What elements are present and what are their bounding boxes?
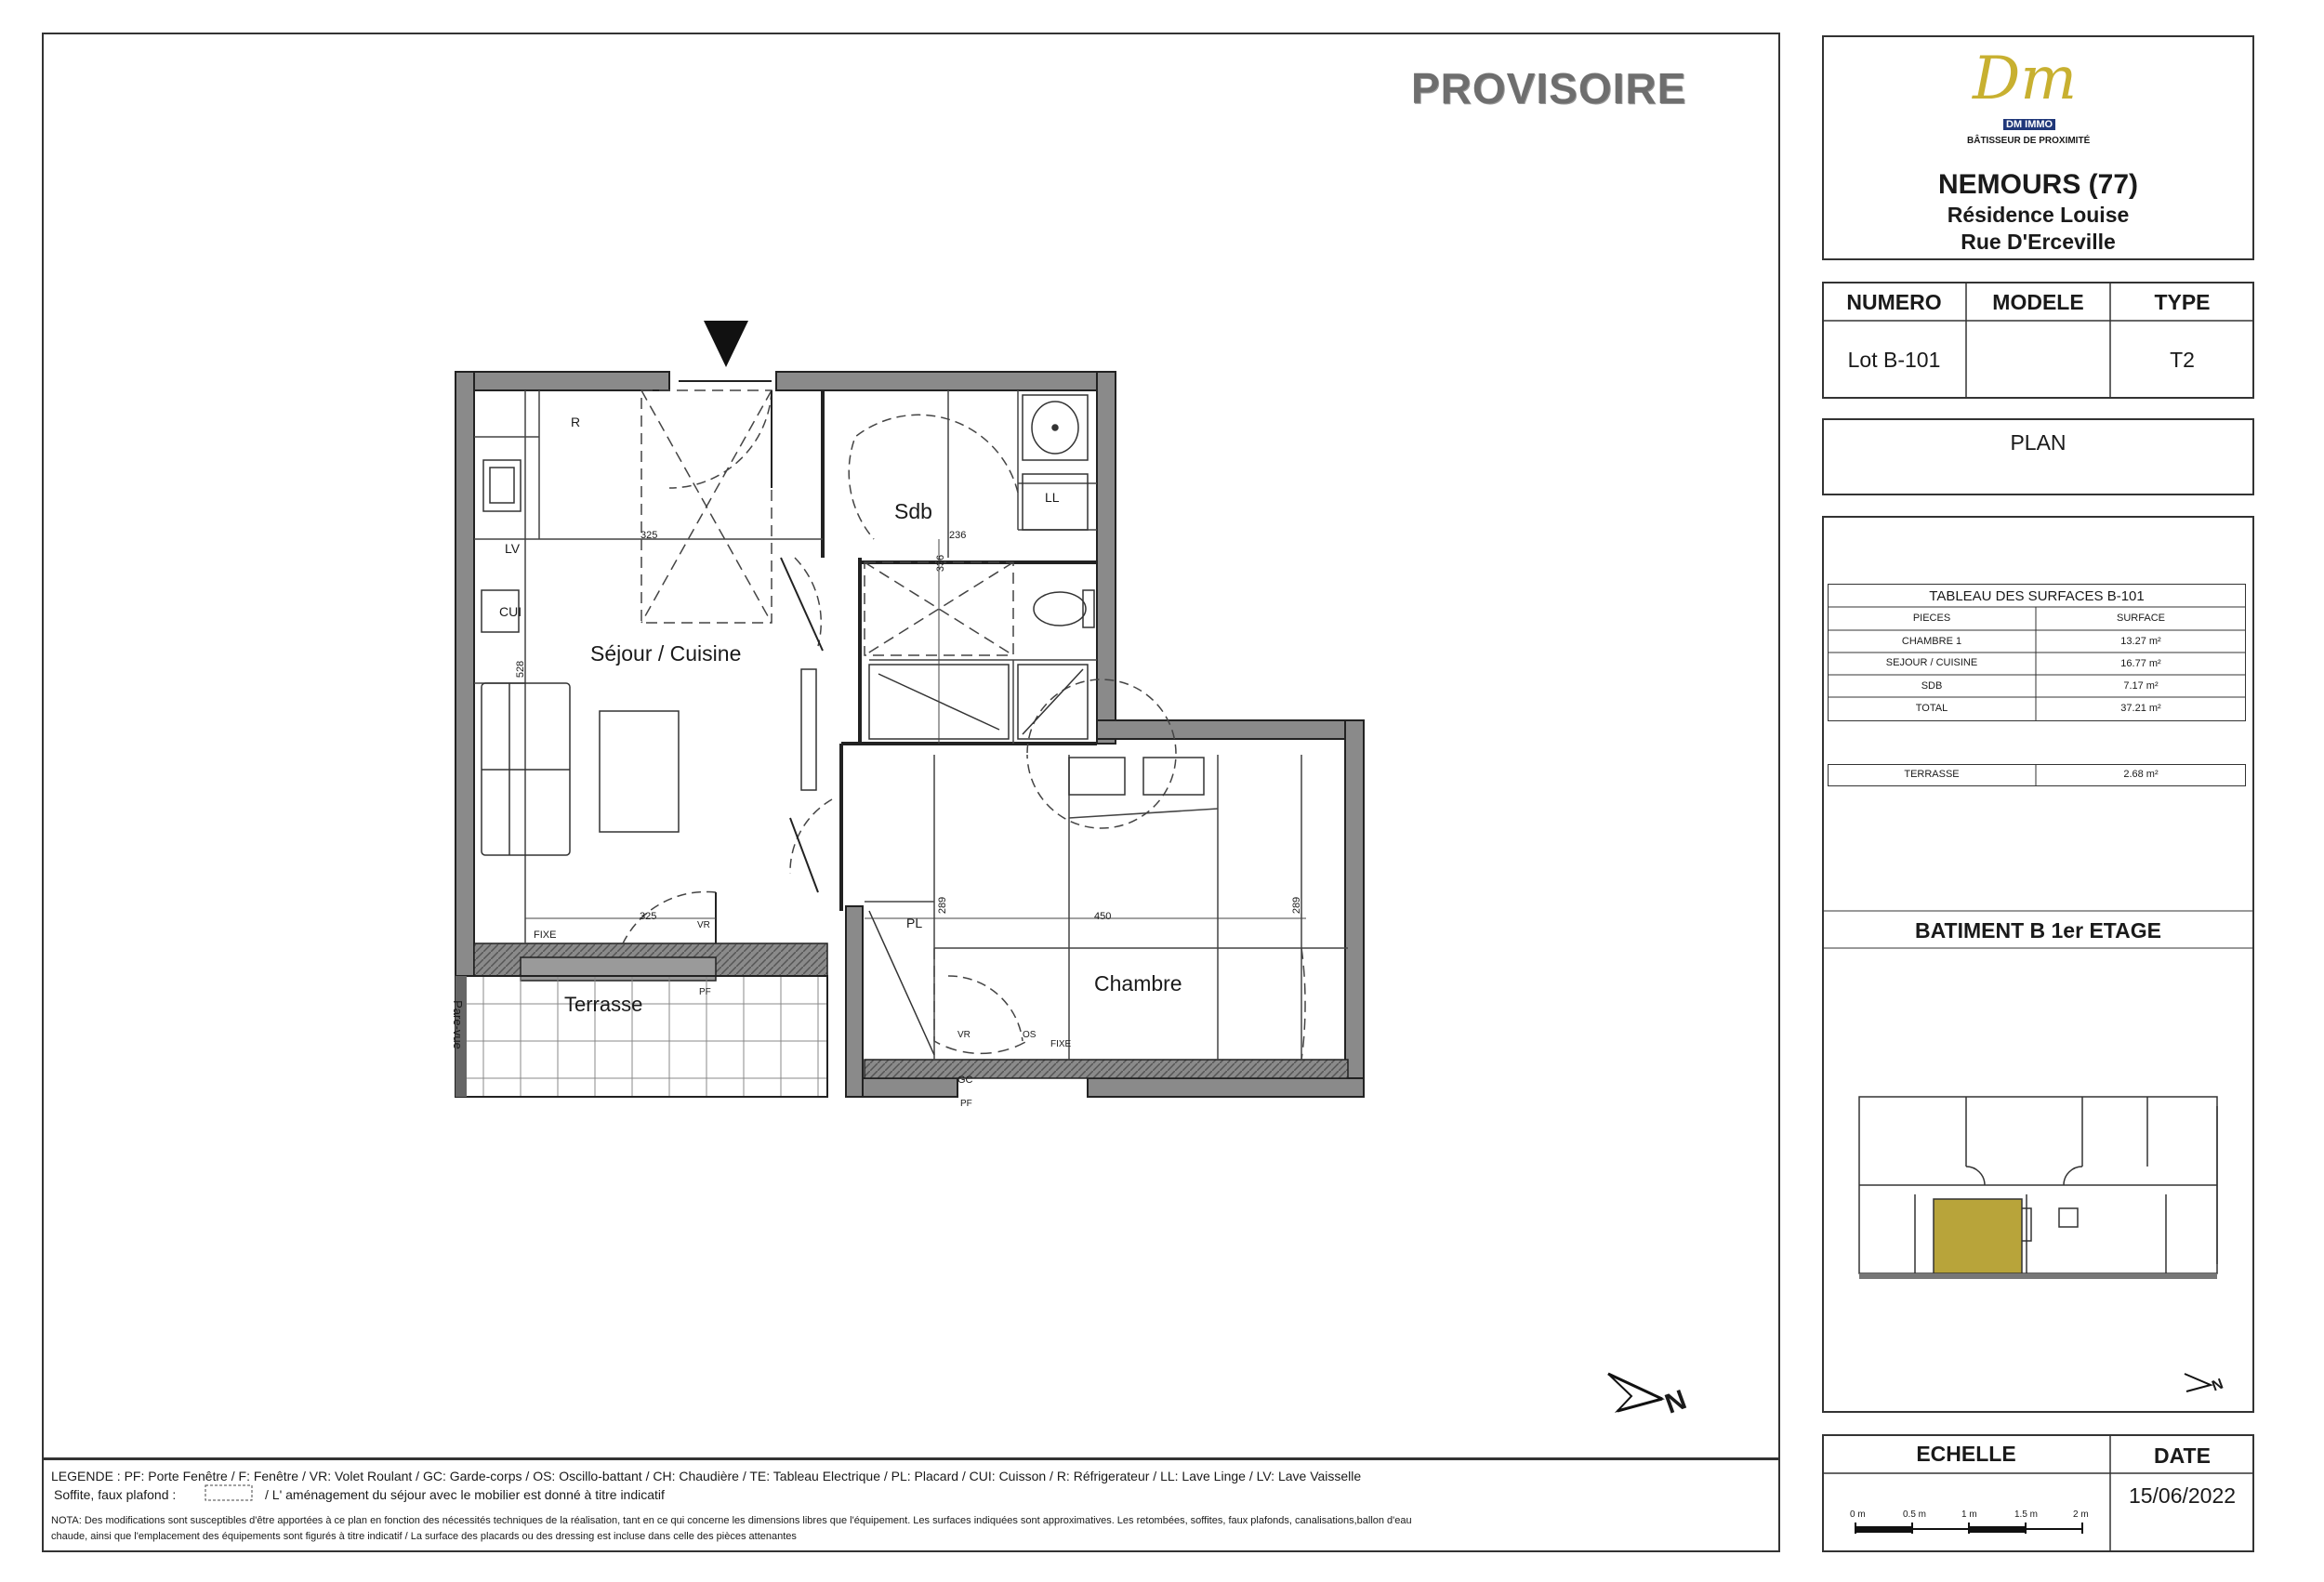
scale-tick-label: 2 m bbox=[2073, 1509, 2089, 1520]
fixture-fixe-bedroom: FIXE bbox=[1050, 1039, 1072, 1049]
info-value-numero: Lot B-101 bbox=[1847, 348, 1941, 372]
fixture-pf-bedroom: PF bbox=[960, 1099, 972, 1109]
provisional-stamp: PROVISOIRE bbox=[1411, 64, 1687, 112]
dimension-289-right: 289 bbox=[1291, 896, 1303, 915]
info-header-numero: NUMERO bbox=[1846, 290, 1942, 314]
legend-frame bbox=[42, 1459, 1780, 1552]
legend-soffit-label: Soffite, faux plafond : bbox=[54, 1487, 177, 1502]
dimension-450: 450 bbox=[1094, 911, 1112, 922]
surfaces-title: TABLEAU DES SURFACES B-101 bbox=[1929, 588, 2145, 604]
logo-letters: Dm bbox=[1973, 45, 2077, 113]
legend-note-2: chaude, ainsi que l'emplacement des équipements sont figurés à titre indicatif / La surface des placards ou des dressing est incluse dans celle des pièces attenantes bbox=[51, 1531, 797, 1542]
dimension-325-bottom: 325 bbox=[640, 911, 657, 922]
dimension-325-top: 325 bbox=[640, 530, 658, 541]
surfaces-col-surface: SURFACE bbox=[2117, 613, 2165, 624]
surfaces-col-rooms: PIECES bbox=[1912, 613, 1951, 624]
fixture-lv: LV bbox=[505, 541, 521, 556]
building-level: BATIMENT B 1er ETAGE bbox=[1915, 918, 2161, 943]
logo-tagline: BÂTISSEUR DE PROXIMITÉ bbox=[1967, 136, 2091, 146]
fixture-pl: PL bbox=[906, 916, 923, 930]
dimension-289-left: 289 bbox=[937, 896, 949, 915]
fixture-os-bedroom: OS bbox=[1023, 1030, 1037, 1040]
north-label: N bbox=[1660, 1384, 1691, 1420]
scale-tick-label: 1 m bbox=[1961, 1509, 1977, 1520]
fixture-r: R bbox=[571, 415, 581, 429]
fixture-ll: LL bbox=[1045, 490, 1060, 505]
legend-note-1: NOTA: Des modifications sont susceptibles d'être apportées à ce plan en fonction des nécessités techniques de la réalisation, tant en ce qui concerne les dimensions libres que l'équipement. Les surfaces indiquées sont approximatives. Les retombées, soffites, faux plafonds, canalisations,ballon d'eau bbox=[51, 1515, 1412, 1526]
surfaces-row-room: SDB bbox=[1921, 680, 1943, 692]
room-label-living: Séjour / Cuisine bbox=[590, 641, 742, 666]
surfaces-row-value: 7.17 m² bbox=[2123, 680, 2159, 692]
terrace-surface-value: 2.68 m² bbox=[2123, 769, 2159, 780]
dimension-236: 236 bbox=[949, 530, 967, 541]
project-residence: Résidence Louise bbox=[1947, 203, 2130, 227]
info-value-type: T2 bbox=[2170, 348, 2195, 372]
surfaces-row-value: 13.27 m² bbox=[2120, 636, 2161, 647]
room-label-bath: Sdb bbox=[894, 499, 932, 523]
scale-label: ECHELLE bbox=[1916, 1442, 2016, 1466]
fixture-pf-living: PF bbox=[699, 987, 711, 997]
project-street: Rue D'Erceville bbox=[1961, 230, 2116, 254]
scale-tick-label: 0.5 m bbox=[1903, 1509, 1927, 1520]
scale-tick-label: 1.5 m bbox=[2014, 1509, 2039, 1520]
room-label-terrace: Terrasse bbox=[564, 993, 643, 1016]
date-value: 15/06/2022 bbox=[2128, 1483, 2237, 1508]
surfaces-row-value: 37.21 m² bbox=[2120, 703, 2161, 714]
dimension-336: 336 bbox=[935, 554, 947, 573]
keyplan-north-label: N bbox=[2210, 1376, 2225, 1395]
legend-line-2: / L' aménagement du séjour avec le mobilier est donné à titre indicatif bbox=[265, 1487, 665, 1502]
fixture-fixe-living: FIXE bbox=[534, 929, 557, 941]
scale-tick-label: 0 m bbox=[1850, 1509, 1866, 1520]
legend-line-1: LEGENDE : PF: Porte Fenêtre / F: Fenêtre / VR: Volet Roulant / GC: Garde-corps / OS: Oscillo-battant / CH: Chaudière / TE: Tableau Electrique / PL: Placard / CUI: Cuisson / R: Réfrigerateur / LL: Lave Linge / LV: Lave Vaisselle bbox=[51, 1469, 1362, 1483]
date-label: DATE bbox=[2154, 1444, 2211, 1468]
info-header-type: TYPE bbox=[2154, 290, 2211, 314]
surfaces-row-room: TOTAL bbox=[1915, 703, 1948, 714]
fixture-vr-living: VR bbox=[697, 920, 710, 930]
fixture-gc: GC bbox=[957, 1074, 973, 1086]
info-header-modele: MODELE bbox=[1992, 290, 2084, 314]
fixture-cui: CUI bbox=[499, 604, 522, 619]
fixture-vr-bedroom: VR bbox=[957, 1030, 971, 1040]
dimension-528: 528 bbox=[515, 660, 527, 679]
terrace-surface-room: TERRASSE bbox=[1904, 769, 1960, 780]
surfaces-row-room: CHAMBRE 1 bbox=[1901, 636, 1962, 647]
room-label-bedroom: Chambre bbox=[1094, 971, 1182, 995]
pare-vue-label: Pare-vue bbox=[450, 1000, 465, 1049]
surfaces-row-room: SEJOUR / CUISINE bbox=[1885, 657, 1978, 668]
surfaces-row-value: 16.77 m² bbox=[2120, 658, 2161, 669]
plan-label: PLAN bbox=[2010, 430, 2067, 455]
scale-bar bbox=[1855, 1523, 2082, 1534]
logo-brand: DM IMMO bbox=[2003, 119, 2055, 130]
project-city: NEMOURS (77) bbox=[1937, 169, 2139, 200]
